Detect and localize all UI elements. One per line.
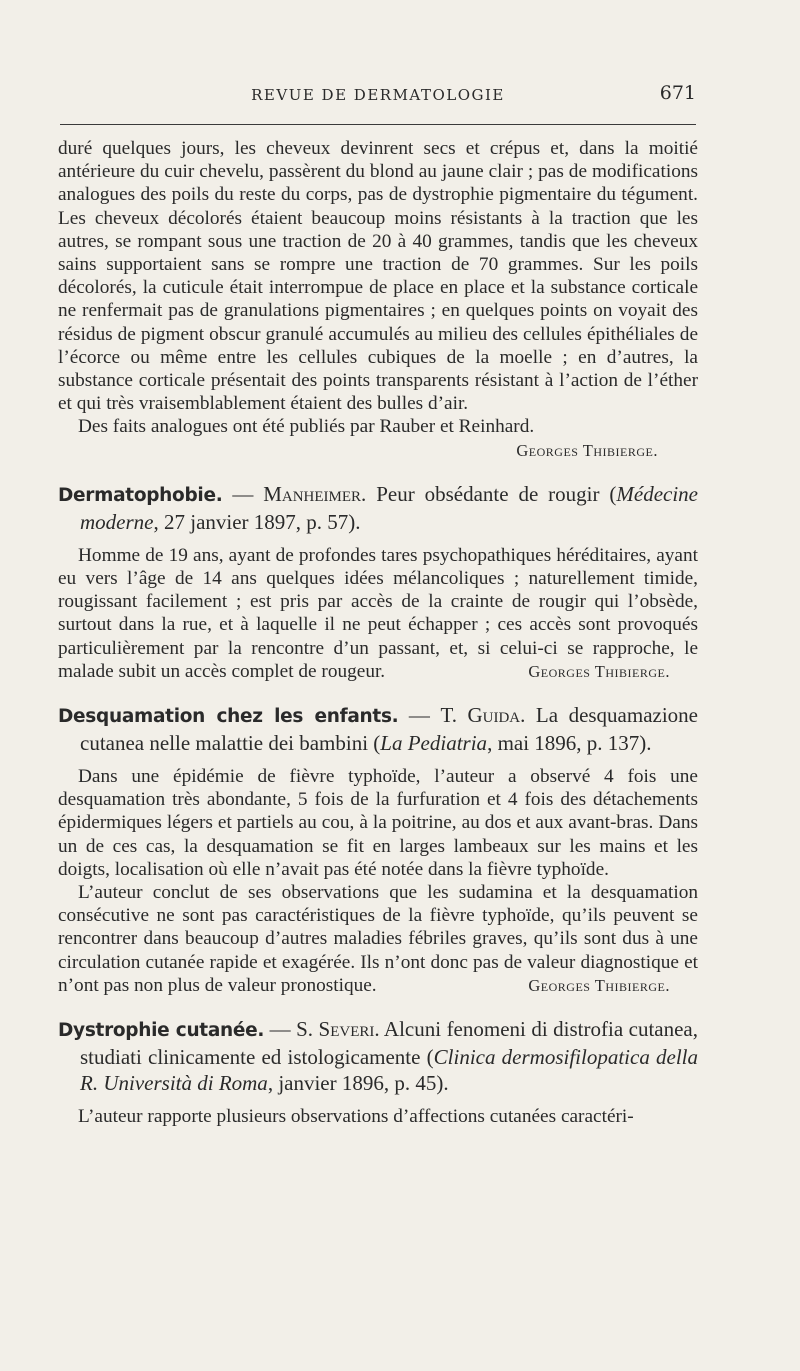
entry-title: Desquamation chez les enfants. — [58, 706, 399, 728]
entry-separator: — — [222, 481, 264, 506]
entry-paragraph-text: Homme de 19 ans, ayant de profondes tares psychopathiques héréditaires, ayant eu vers l’âge de 14 ans quelques idées mélancoliques ; naturellement timide, rougissant facilement ; est pris par accès de la crainte de rougir qui l’obsède, surtout dans la rue, et à laquelle il ne peut échapper ; ces accès sont provoqués particulièrement par la rencontre d’un passant, et, si celui-ci se rapproche, le malade subit un accès complet de rougeur. — [58, 544, 698, 682]
entry-author: Manheimer. — [263, 481, 367, 506]
entry-paragraph — [58, 544, 698, 683]
entry-journal: Clinica dermosifilopatica della R. Università di Roma — [80, 1045, 698, 1096]
signature: Georges Thibierge. — [528, 661, 670, 681]
entry-reference: Alcuni fenomeni di distrofia cutanea, studiati clinicamente ed istologicamente ( — [80, 1017, 698, 1070]
article-body — [58, 137, 698, 1128]
entry-reference: Peur obsédante de rougir ( — [366, 481, 617, 506]
entry-reference: La desquamazione cutanea nelle malattie dei bambini ( — [80, 703, 699, 756]
intro-paragraph-2: Des faits analogues ont été publiés par Rauber et Reinhard. — [78, 416, 535, 438]
page-number: 671 — [659, 82, 696, 104]
entry-paragraph-text: L’auteur conclut de ses observations que les sudamina et la desquamation consécutive ne sont pas caractéristiques de la fièvre typhoïde, qu’ils peuvent se rencontrer dans beaucoup d’autres maladies fébriles graves, qu’ils sont dus à une circulation cutanée rapide et exagérée. Ils n’ont donc pas de valeur diagnostique et n’ont pas non plus de valeur pronostique. — [58, 882, 698, 996]
entry-heading-dystrophie — [58, 1016, 698, 1096]
entry-author: T. Guida. — [440, 703, 526, 728]
entry-separator: — — [398, 703, 441, 728]
intro-paragraph: duré quelques jours, les cheveux devinrent secs et crépus et, dans la moitié antérieure du cuir chevelu, passèrent du blond au jaune clair ; pas de modifications analogues des poils du reste du corps, pas de dystrophie pigmentaire du tégument. Les cheveux décolorés étaient beaucoup moins résistants à la traction que les autres, se rompant sous une traction de 20 à 40 grammes, tandis que les cheveux sains supportaient sans se rompre une traction de 70 grammes. Sur les poils décolorés, la cuticule était interrompue de place en place et la substance corticale ne renfermait pas de granulations pigmentaires ; en quelques points on voyait des résidus de pigment obscur granulé accumulés au milieu des cellules épithéliales de l’écorce ou même entre les cellules cubiques de la moelle ; en d’autres, la substance corticale présentait des points transparents résistant à l’action de l’éther et qui très vraisemblablement étaient des bulles d’air. — [58, 138, 698, 415]
entry-journal: Médecine moderne — [80, 481, 698, 534]
entry-heading-dermatophobie — [58, 481, 698, 535]
entry-separator: — — [264, 1017, 297, 1042]
header-rule — [60, 124, 696, 125]
signature: Georges Thibierge. — [528, 975, 670, 995]
entry-reference-tail: , janvier 1896, p. 45). — [267, 1071, 449, 1096]
entry-title: Dystrophie cutanée. — [58, 1020, 265, 1042]
entry-paragraph — [58, 881, 698, 997]
entry-journal: La Pediatria — [380, 731, 488, 756]
entry-paragraph: Dans une épidémie de fièvre typhoïde, l’auteur a observé 4 fois une desquamation très abondante, 5 fois de la furfuration et 4 fois des détachements épidermiques légers et partiels au cou, à la poitrine, au dos et aux avant-bras. Dans un de ces cas, la desquamation se fit en larges lambeaux sur les mains et les doigts, localisation où elle n’avait pas été notée dans la fièvre typhoïde. — [58, 766, 698, 880]
running-header — [60, 82, 696, 116]
entry-paragraph: L’auteur rapporte plusieurs observations d’affections cutanées caractéri- — [78, 1106, 634, 1128]
entry-heading-desquamation — [58, 702, 698, 756]
entry-author: S. Severi. — [296, 1017, 380, 1042]
entry-title: Dermatophobie. — [58, 484, 223, 506]
signature: Georges Thibierge. — [516, 440, 658, 460]
entry-reference-tail: , mai 1896, p. 137). — [487, 731, 652, 756]
entry-reference-tail: , 27 janvier 1897, p. 57). — [153, 509, 361, 534]
running-title: REVUE DE DERMATOLOGIE — [251, 86, 505, 104]
